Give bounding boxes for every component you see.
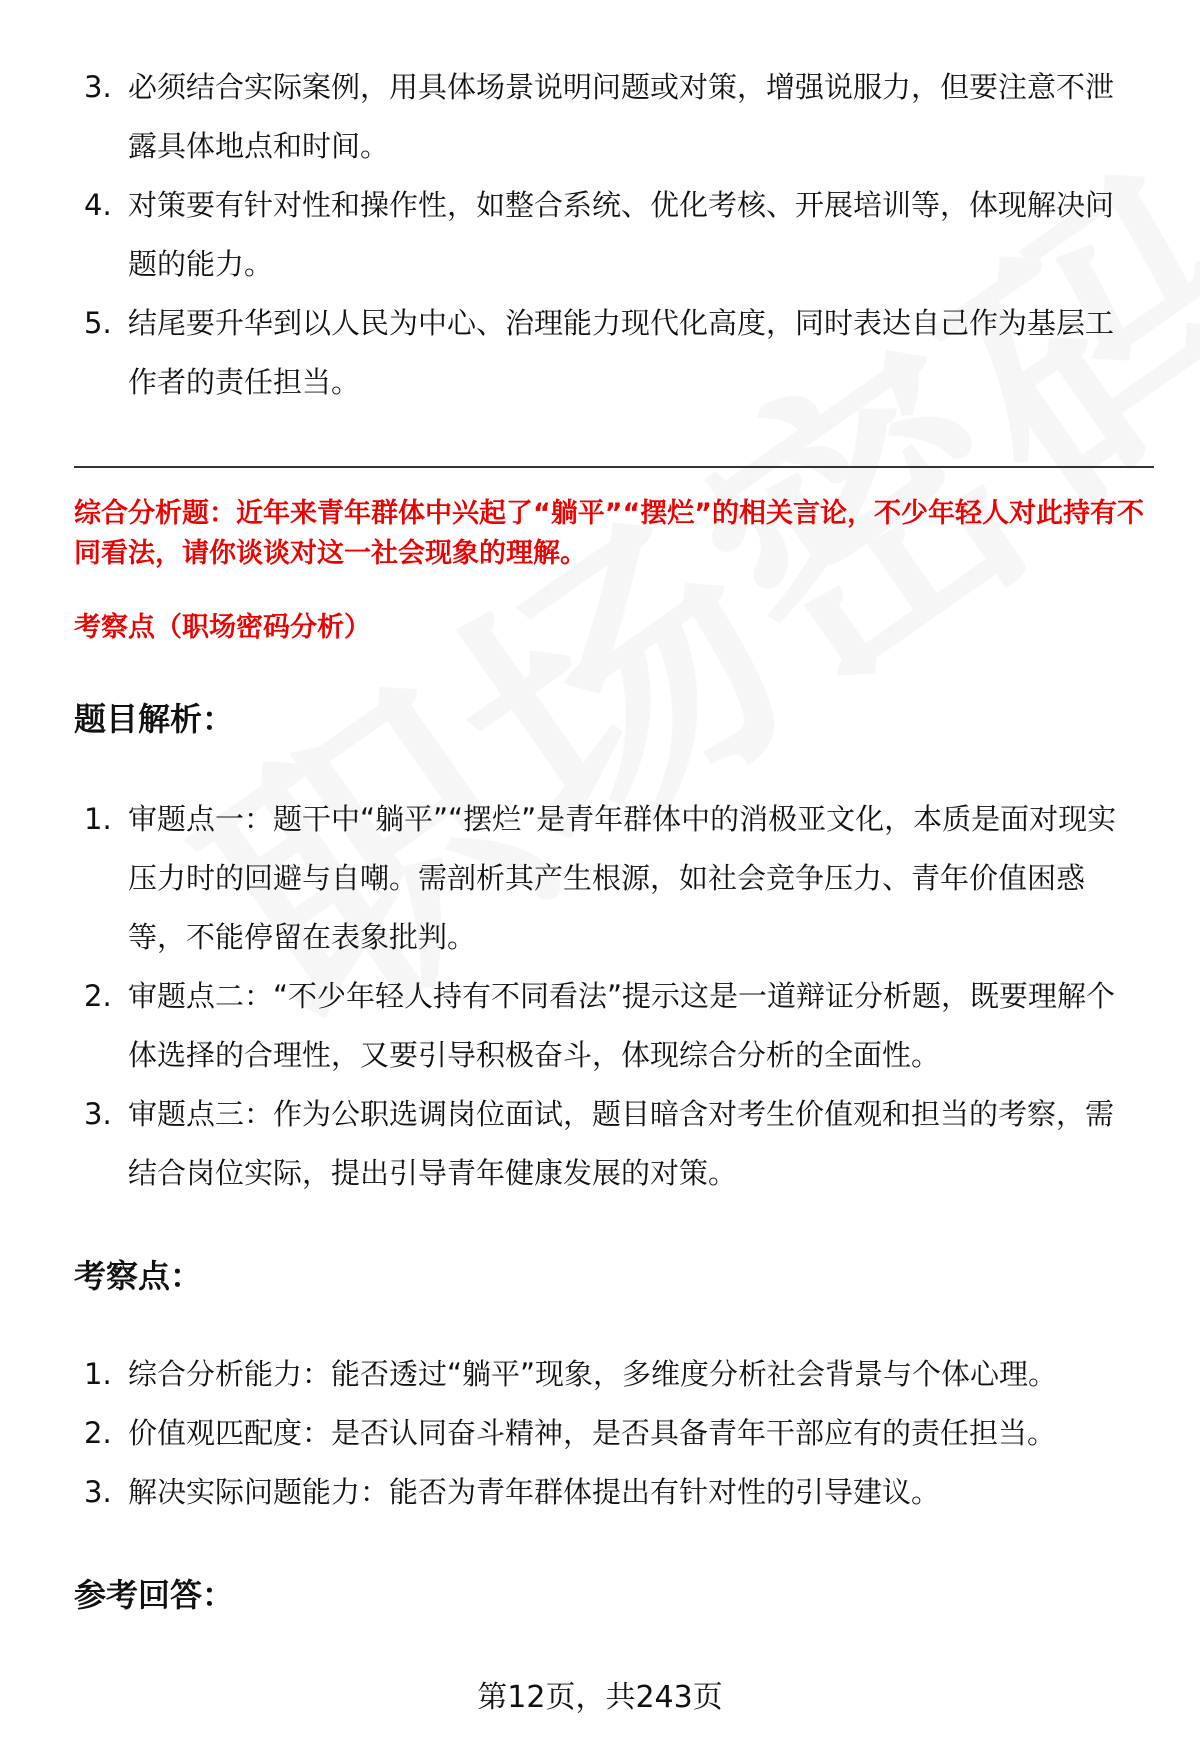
list-item (0, 967, 1200, 1085)
list-item-number: 1. (84, 802, 112, 836)
list-item-number: 2. (84, 979, 112, 1013)
list-item-text: 审题点一：题干中“躺平”“摆烂”是青年群体中的消极亚文化，本质是面对现实压力时的回避与自嘲。需剖析其产生根源，如社会竞争压力、青年价值困惑等，不能停留在表象批判。 (128, 802, 1117, 954)
section-divider (74, 466, 1154, 468)
list-item-text: 结尾要升华到以人民为中心、治理能力现代化高度，同时表达自己作为基层工作者的责任担当。 (128, 306, 1115, 399)
list-item (0, 790, 1200, 967)
exam-point-label: 考察点（职场密码分析） (74, 612, 371, 643)
list-item (0, 1085, 1200, 1203)
list-item (0, 176, 1200, 294)
points-heading: 考察点： (74, 1257, 203, 1295)
list-item-number: 3. (84, 1097, 112, 1131)
list-item-number: 3. (84, 1475, 112, 1509)
list-item-text: 对策要有针对性和操作性，如整合系统、优化考核、开展培训等，体现解决问题的能力。 (128, 188, 1115, 281)
analysis-heading: 题目解析： (74, 700, 235, 738)
question-title: 综合分析题：近年来青年群体中兴起了“躺平”“摆烂”的相关言论，不少年轻人对此持有不同看法，请你谈谈对这一社会现象的理解。 (74, 498, 1144, 569)
list-item (0, 1345, 1200, 1404)
list-item-text: 审题点三：作为公职选调岗位面试，题目暗含对考生价值观和担当的考察，需结合岗位实际，提出引导青年健康发展的对策。 (128, 1097, 1115, 1190)
list-item-number: 2. (84, 1416, 112, 1450)
guidance-list (0, 58, 1200, 412)
list-item (0, 1463, 1200, 1522)
list-item-number: 3. (84, 70, 112, 104)
list-item (0, 1404, 1200, 1463)
list-item-number: 4. (84, 188, 112, 222)
points-list (0, 1345, 1200, 1522)
list-item-text: 解决实际问题能力：能否为青年群体提出有针对性的引导建议。 (128, 1475, 941, 1509)
list-item-text: 价值观匹配度：是否认同奋斗精神，是否具备青年干部应有的责任担当。 (128, 1416, 1057, 1450)
analysis-list (0, 790, 1200, 1203)
list-item (0, 58, 1200, 176)
list-item-text: 审题点二：“不少年轻人持有不同看法”提示这是一道辩证分析题，既要理解个体选择的合理性，又要引导积极奋斗，体现综合分析的全面性。 (128, 979, 1116, 1072)
list-item-text: 综合分析能力：能否透过“躺平”现象，多维度分析社会背景与个体心理。 (128, 1357, 1058, 1391)
list-item-text: 必须结合实际案例，用具体场景说明问题或对策，增强说服力，但要注意不泄露具体地点和时间。 (128, 70, 1115, 163)
answer-heading: 参考回答： (74, 1576, 235, 1614)
list-item-number: 5. (84, 306, 112, 340)
list-item (0, 294, 1200, 412)
list-item-number: 1. (84, 1357, 112, 1391)
page-footer: 第12页，共243页 (477, 1680, 723, 1715)
